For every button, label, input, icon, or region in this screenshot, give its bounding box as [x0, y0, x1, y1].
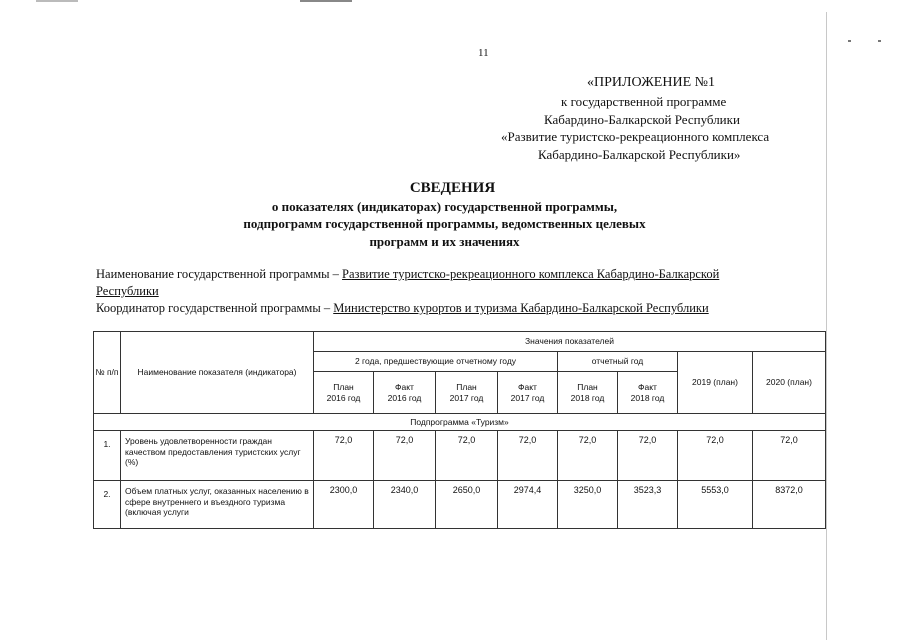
program-name-label: Наименование государственной программы –	[96, 267, 343, 281]
value-cell: 72,0	[314, 431, 374, 481]
value-cell: 3250,0	[558, 481, 618, 529]
value-cell: 2974,4	[498, 481, 558, 529]
scan-mark	[36, 0, 78, 2]
sub-header: План 2017 год	[436, 372, 498, 414]
two-years-header: 2 года, предшествующие отчетному году	[314, 352, 558, 372]
program-name-value-cont: Республики	[96, 284, 159, 298]
col-name-header: Наименование показателя (индикатора)	[121, 332, 314, 414]
value-cell: 8372,0	[753, 481, 826, 529]
document-subtitle: о показателях (индикаторах) государственной программы,	[271, 199, 618, 214]
sub-header: Факт 2016 год	[374, 372, 436, 414]
table-row	[94, 431, 826, 481]
indicator-name: Объем платных услуг, оказанных населению в сфере внутреннего и въездного туризма (включая услуги	[121, 481, 314, 529]
sub-header: План 2016 год	[314, 372, 374, 414]
indicators-table	[93, 331, 826, 529]
row-number: 1.	[94, 431, 121, 481]
appendix-title: «ПРИЛОЖЕНИЕ №1	[587, 75, 715, 90]
appendix-line: к государственной программе	[561, 94, 727, 109]
sub-header: План 2018 год	[558, 372, 618, 414]
value-cell: 72,0	[618, 431, 678, 481]
scan-speck	[878, 40, 881, 42]
scan-speck	[848, 40, 851, 42]
appendix-line: Кабардино-Балкарской Республики»	[538, 147, 741, 162]
appendix-line: «Развитие туристско-рекреационного комплекса	[501, 129, 770, 144]
value-cell: 72,0	[753, 431, 826, 481]
values-header: Значения показателей	[314, 332, 826, 352]
table-row	[94, 481, 826, 529]
plan-2019-header: 2019 (план)	[678, 352, 753, 414]
plan-2020-header: 2020 (план)	[753, 352, 826, 414]
value-cell: 5553,0	[678, 481, 753, 529]
document-title: СВЕДЕНИЯ	[409, 180, 496, 196]
value-cell: 2340,0	[374, 481, 436, 529]
value-cell: 72,0	[498, 431, 558, 481]
value-cell: 2650,0	[436, 481, 498, 529]
value-cell: 2300,0	[314, 481, 374, 529]
scan-edge-line	[826, 12, 827, 640]
section-row: Подпрограмма «Туризм»	[94, 414, 826, 431]
document-subtitle: подпрограмм государственной программы, ведомственных целевых	[243, 216, 646, 231]
report-year-header: отчетный год	[558, 352, 678, 372]
sub-header: Факт 2018 год	[618, 372, 678, 414]
document-subtitle: программ и их значениях	[369, 234, 520, 249]
sub-header: Факт 2017 год	[498, 372, 558, 414]
value-cell: 72,0	[678, 431, 753, 481]
value-cell: 72,0	[374, 431, 436, 481]
value-cell: 72,0	[558, 431, 618, 481]
coordinator-line	[96, 301, 709, 316]
program-name-line	[96, 267, 719, 282]
row-number: 2.	[94, 481, 121, 529]
program-name-line-cont	[96, 284, 159, 299]
coordinator-value: Министерство курортов и туризма Кабардино-Балкарской Республики	[333, 301, 709, 315]
appendix-line: Кабардино-Балкарской Республики	[544, 112, 740, 127]
value-cell: 3523,3	[618, 481, 678, 529]
value-cell: 72,0	[436, 431, 498, 481]
coordinator-label: Координатор государственной программы –	[96, 301, 334, 315]
program-name-value: Развитие туристско-рекреационного комплекса Кабардино-Балкарской	[342, 267, 720, 281]
indicator-name: Уровень удовлетворенности граждан качеством предоставления туристских услуг (%)	[121, 431, 314, 481]
scan-mark	[300, 0, 352, 2]
page-number: 11	[478, 47, 489, 59]
col-num-header: № п/п	[94, 332, 121, 414]
